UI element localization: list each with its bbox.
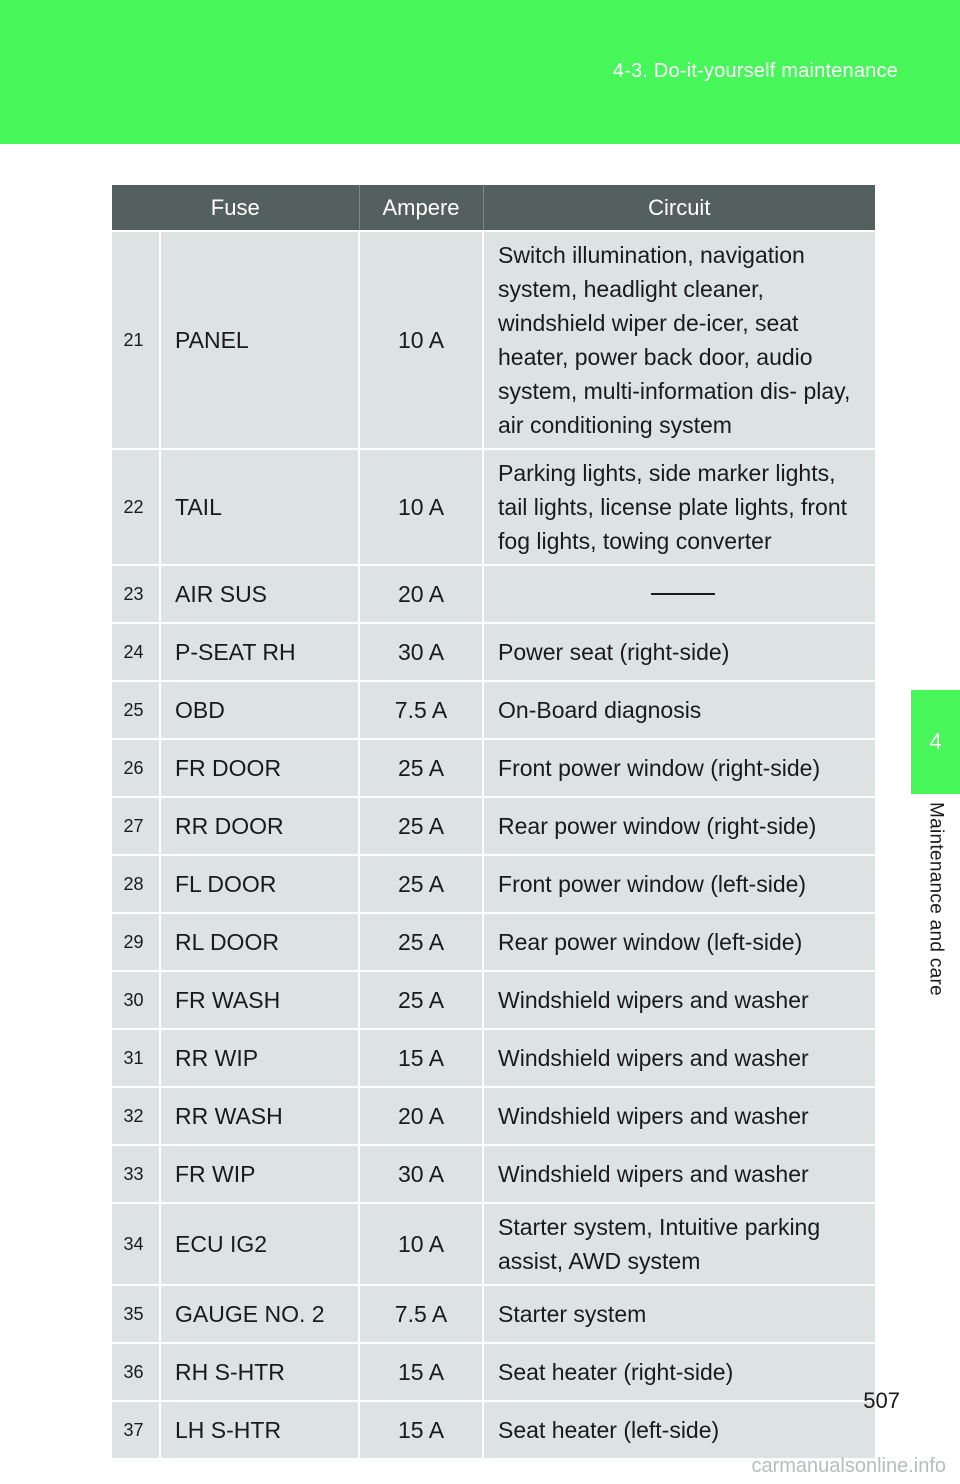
fuse-ampere: 30 A	[359, 623, 483, 681]
fuse-circuit: Rear power window (right-side)	[483, 797, 875, 855]
fuse-ampere: 20 A	[359, 565, 483, 623]
fuse-name: RR DOOR	[160, 797, 359, 855]
fuse-name: FR WIP	[160, 1145, 359, 1203]
fuse-number: 31	[112, 1029, 160, 1087]
fuse-name: ECU IG2	[160, 1203, 359, 1285]
header-band	[0, 0, 960, 144]
fuse-circuit-none	[483, 565, 875, 623]
fuse-name: PANEL	[160, 231, 359, 449]
fuse-number: 33	[112, 1145, 160, 1203]
fuse-number: 28	[112, 855, 160, 913]
table-row	[112, 449, 875, 565]
fuse-name: AIR SUS	[160, 565, 359, 623]
page-number: 507	[863, 1388, 900, 1413]
table-row	[112, 971, 875, 1029]
fuse-ampere: 10 A	[359, 231, 483, 449]
watermark: carmanualsonline.info	[751, 1455, 946, 1477]
fuse-ampere: 25 A	[359, 855, 483, 913]
fuse-circuit: Power seat (right-side)	[483, 623, 875, 681]
fuse-ampere: 15 A	[359, 1401, 483, 1458]
fuse-number: 23	[112, 565, 160, 623]
fuse-ampere: 7.5 A	[359, 681, 483, 739]
table-row	[112, 1203, 875, 1285]
fuse-number: 32	[112, 1087, 160, 1145]
fuse-name: TAIL	[160, 449, 359, 565]
fuse-name: FL DOOR	[160, 855, 359, 913]
fuse-name: OBD	[160, 681, 359, 739]
fuse-number: 24	[112, 623, 160, 681]
fuse-ampere: 20 A	[359, 1087, 483, 1145]
fuse-number: 37	[112, 1401, 160, 1458]
fuse-circuit: Starter system	[483, 1285, 875, 1343]
chapter-label: Maintenance and care	[925, 802, 947, 997]
fuse-number: 26	[112, 739, 160, 797]
table-row	[112, 797, 875, 855]
section-title: 4-3. Do-it-yourself maintenance	[612, 60, 898, 82]
fuse-circuit: Windshield wipers and washer	[483, 971, 875, 1029]
table-row	[112, 913, 875, 971]
fuse-name: GAUGE NO. 2	[160, 1285, 359, 1343]
fuse-name: RR WASH	[160, 1087, 359, 1145]
fuse-name: RR WIP	[160, 1029, 359, 1087]
fuse-circuit: Rear power window (left-side)	[483, 913, 875, 971]
fuse-circuit: Starter system, Intuitive parking assist, AWD system	[483, 1203, 875, 1285]
fuse-number: 36	[112, 1343, 160, 1401]
table-row	[112, 681, 875, 739]
fuse-number: 34	[112, 1203, 160, 1285]
table-row	[112, 231, 875, 449]
table-header-row	[112, 185, 875, 231]
table-row	[112, 565, 875, 623]
column-header-fuse: Fuse	[112, 185, 359, 231]
table-row	[112, 1029, 875, 1087]
fuse-number: 22	[112, 449, 160, 565]
fuse-name: RH S-HTR	[160, 1343, 359, 1401]
fuse-name: FR WASH	[160, 971, 359, 1029]
fuse-number: 29	[112, 913, 160, 971]
column-header-ampere: Ampere	[359, 185, 483, 231]
fuse-ampere: 25 A	[359, 971, 483, 1029]
fuse-circuit: Seat heater (right-side)	[483, 1343, 875, 1401]
table-row	[112, 623, 875, 681]
table-row	[112, 1401, 875, 1458]
table-row	[112, 1087, 875, 1145]
fuse-circuit: Windshield wipers and washer	[483, 1145, 875, 1203]
fuse-circuit: Seat heater (left-side)	[483, 1401, 875, 1458]
fuse-ampere: 25 A	[359, 739, 483, 797]
fuse-ampere: 10 A	[359, 1203, 483, 1285]
fuse-number: 30	[112, 971, 160, 1029]
fuse-circuit: On-Board diagnosis	[483, 681, 875, 739]
fuse-ampere: 7.5 A	[359, 1285, 483, 1343]
column-header-circuit: Circuit	[483, 185, 875, 231]
table-row	[112, 855, 875, 913]
fuse-circuit: Switch illumination, navigation system, headlight cleaner, windshield wiper de-icer, seat heater, power back door, audio system, multi-information dis- play, air conditioning system	[483, 231, 875, 449]
dash-mark	[651, 593, 715, 595]
table-row	[112, 1145, 875, 1203]
fuse-ampere: 10 A	[359, 449, 483, 565]
fuse-circuit: Windshield wipers and washer	[483, 1029, 875, 1087]
chapter-side-label	[911, 802, 960, 1032]
fuse-name: RL DOOR	[160, 913, 359, 971]
fuse-ampere: 15 A	[359, 1343, 483, 1401]
fuse-name: FR DOOR	[160, 739, 359, 797]
fuse-name: LH S-HTR	[160, 1401, 359, 1458]
table-row	[112, 739, 875, 797]
fuse-number: 35	[112, 1285, 160, 1343]
fuse-number: 25	[112, 681, 160, 739]
fuse-circuit: Front power window (right-side)	[483, 739, 875, 797]
fuse-circuit: Windshield wipers and washer	[483, 1087, 875, 1145]
fuse-circuit: Front power window (left-side)	[483, 855, 875, 913]
fuse-name: P-SEAT RH	[160, 623, 359, 681]
fuse-circuit: Parking lights, side marker lights, tail lights, license plate lights, front fog lights, towing converter	[483, 449, 875, 565]
fuse-ampere: 25 A	[359, 797, 483, 855]
fuse-number: 27	[112, 797, 160, 855]
chapter-tab[interactable]	[911, 690, 960, 794]
fuse-number: 21	[112, 231, 160, 449]
fuse-ampere: 30 A	[359, 1145, 483, 1203]
chapter-number: 4	[929, 729, 942, 754]
table-row	[112, 1343, 875, 1401]
table-row	[112, 1285, 875, 1343]
fuse-ampere: 15 A	[359, 1029, 483, 1087]
fuse-ampere: 25 A	[359, 913, 483, 971]
fuse-table	[112, 185, 875, 1458]
